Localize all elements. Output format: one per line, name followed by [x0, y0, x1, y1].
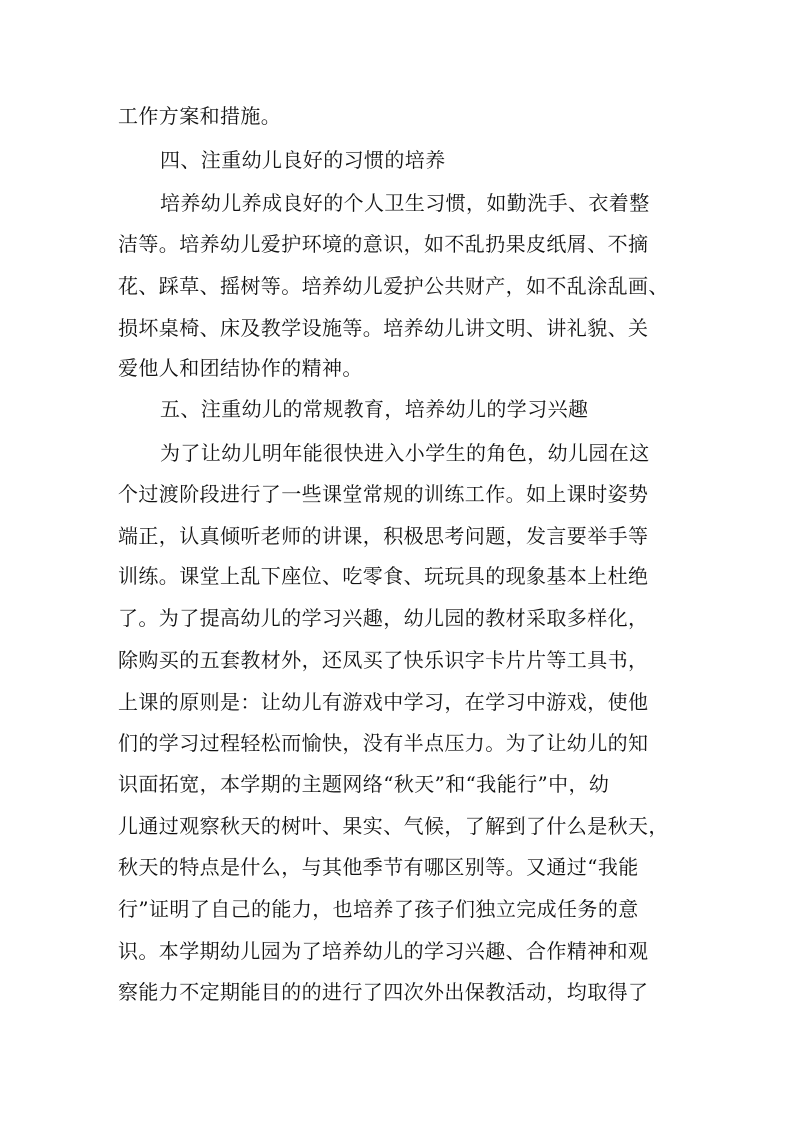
text-line: 秋天的特点是什么，与其他季节有哪区别等。又通过“我能	[118, 855, 639, 879]
text-line: 培养幼儿养成良好的个人卫生习惯，如勤洗手、衣着整	[160, 191, 650, 215]
text-line: 识面拓宽，本学期的主题网络“秋天”和“我能行”中，幼	[118, 772, 610, 796]
text-line: 训练。课堂上乱下座位、吃零食、玩玩具的现象基本上杜绝	[118, 564, 649, 588]
text-line: 损坏桌椅、床及教学设施等。培养幼儿讲文明、讲礼貌、关	[118, 316, 649, 340]
text-line: 个过渡阶段进行了一些课堂常规的训练工作。如上课时姿势	[118, 482, 649, 506]
text-line: 察能力不定期能目的的进行了四次外出保教活动，均取得了	[118, 980, 649, 1004]
text-line: 行”证明了自己的能力，也培养了孩子们独立完成任务的意	[118, 897, 639, 921]
text-line: 了。为了提高幼儿的学习兴趣，幼儿园的教材采取多样化，	[118, 606, 649, 630]
text-line: 儿通过观察秋天的树叶、果实、气候，了解到了什么是秋天，	[118, 814, 669, 838]
text-line: 工作方案和措施。	[118, 104, 282, 128]
section-heading: 四、注重幼儿良好的习惯的培养	[160, 148, 446, 172]
text-line: 为了让幼儿明年能很快进入小学生的角色，幼儿园在这	[160, 441, 650, 465]
text-line: 洁等。培养幼儿爱护环境的意识，如不乱扔果皮纸屑、不摘	[118, 232, 649, 256]
text-line: 除购买的五套教材外，还凤买了快乐识字卡片片等工具书，	[118, 648, 649, 672]
text-line: 上课的原则是：让幼儿有游戏中学习，在学习中游戏，使他	[118, 690, 649, 714]
section-heading: 五、注重幼儿的常规教育，培养幼儿的学习兴趣	[160, 397, 589, 421]
text-line: 们的学习过程轻松而愉快，没有半点压力。为了让幼儿的知	[118, 731, 649, 755]
text-line: 端正，认真倾听老师的讲课，积极思考问题，发言要举手等	[118, 524, 649, 548]
text-line: 爱他人和团结协作的精神。	[118, 356, 363, 380]
text-line: 识。本学期幼儿园为了培养幼儿的学习兴趣、合作精神和观	[118, 939, 649, 963]
text-line: 花、踩草、摇树等。培养幼儿爱护公共财产，如不乱涂乱画、	[118, 274, 669, 298]
